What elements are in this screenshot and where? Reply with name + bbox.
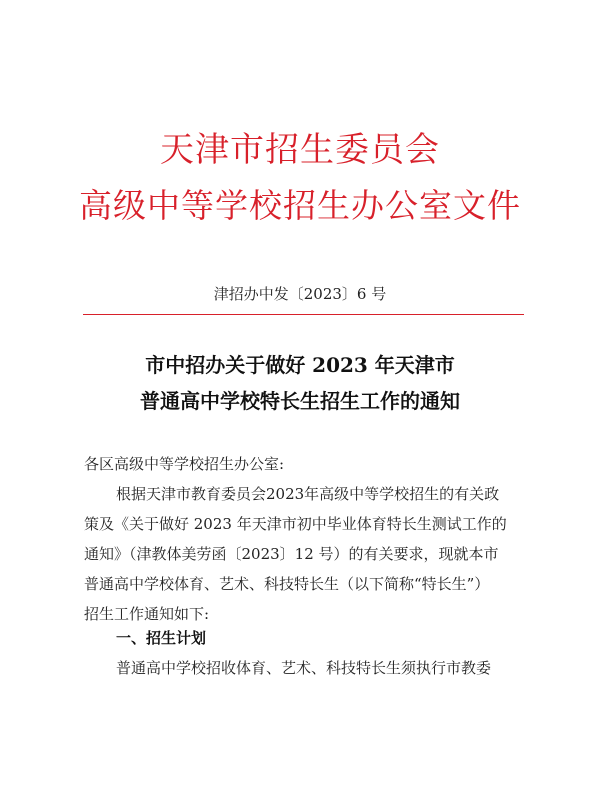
paragraph1-line: 根据天津市教育委员会2023年高级中等学校招生的有关政 — [116, 485, 500, 503]
paragraph1-line: 通知》（津教体美劳函〔2023〕12 号）的有关要求，现就本市 — [84, 545, 499, 563]
section-heading: 一、招生计划 — [116, 629, 207, 647]
paragraph1-line: 策及《关于做好 2023 年天津市初中毕业体育特长生测试工作的 — [84, 515, 507, 533]
issuer-title-line1: 天津市招生委员会 — [160, 130, 440, 170]
notice-title-line1: 市中招办关于做好 2023 年天津市 — [145, 353, 455, 377]
notice-title-line2: 普通高中学校特长生招生工作的通知 — [140, 389, 460, 413]
salutation: 各区高级中等学校招生办公室: — [84, 455, 285, 473]
paragraph2-line: 普通高中学校招收体育、艺术、科技特长生须执行市教委 — [116, 659, 492, 677]
issuer-title-line2: 高级中等学校招生办公室文件 — [79, 186, 521, 225]
document-number: 津招办中发〔2023〕6 号 — [213, 285, 387, 303]
paragraph1-line: 普通高中学校体育、艺术、科技特长生（以下简称“特长生”） — [84, 575, 490, 593]
paragraph1-line: 招生工作通知如下: — [84, 605, 210, 623]
red-divider-line — [83, 314, 524, 315]
